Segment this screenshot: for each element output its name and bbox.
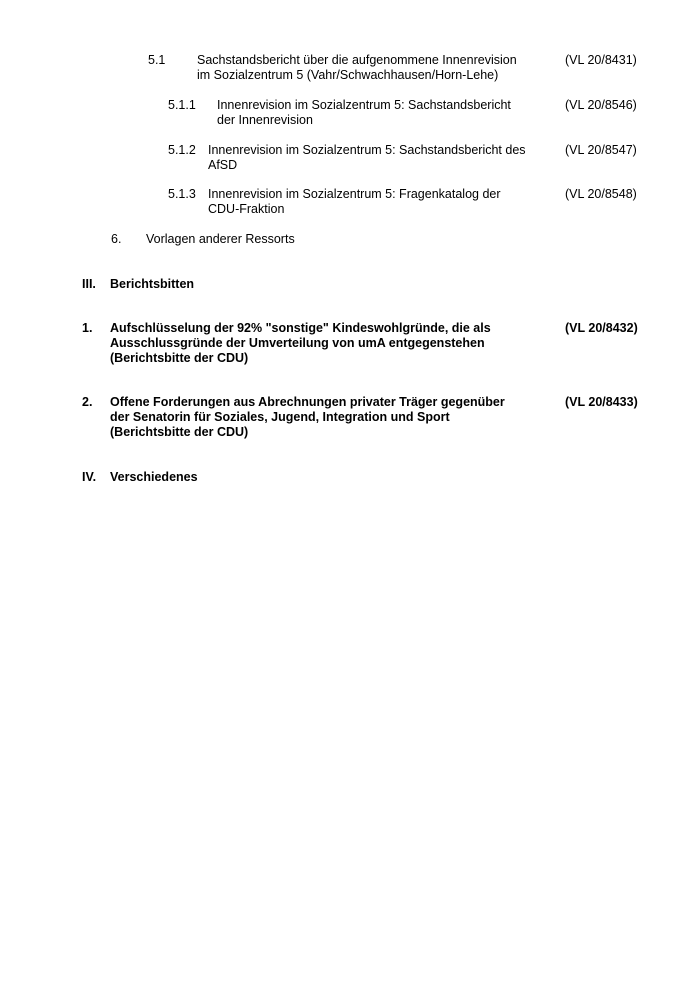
section-number: IV. [82,470,97,484]
item-title-line2: AfSD [208,158,238,172]
section-title: Berichtsbitten [110,277,195,291]
item-reference: (VL 20/8547) [565,143,637,157]
item-number: 6. [111,232,122,246]
agenda-item-5-1-1 [0,98,700,130]
item-title-line1: Offene Forderungen aus Abrechnungen privater Träger gegenüber [110,395,505,409]
item-title-line2: CDU-Fraktion [208,202,285,216]
section-heading-iv [0,470,700,486]
agenda-item-5-1-3 [0,187,700,219]
item-number: 2. [82,395,93,409]
agenda-item-5-1-2 [0,143,700,175]
item-number: 5.1.2 [168,143,196,157]
berichtsbitte-item-1 [0,321,700,368]
item-reference: (VL 20/8431) [565,53,637,67]
berichtsbitte-item-2 [0,395,700,442]
item-title-line1: Innenrevision im Sozialzentrum 5: Sachstandsbericht [217,98,511,112]
item-title-line2: der Senatorin für Soziales, Jugend, Integration und Sport [110,410,450,424]
agenda-item-5-1 [0,53,700,85]
item-title-line1: Sachstandsbericht über die aufgenommene Innenrevision [197,53,517,67]
section-heading-iii [0,277,700,293]
item-title-line2: Ausschlussgründe der Umverteilung von umA entgegenstehen [110,336,485,350]
item-reference: (VL 20/8548) [565,187,637,201]
item-title-line1: Innenrevision im Sozialzentrum 5: Fragenkatalog der [208,187,501,201]
item-title-line2: der Innenrevision [217,113,313,127]
item-title-line2: im Sozialzentrum 5 (Vahr/Schwachhausen/Horn-Lehe) [197,68,499,82]
item-title-line3: (Berichtsbitte der CDU) [110,425,249,439]
item-reference: (VL 20/8546) [565,98,637,112]
item-title-line1: Innenrevision im Sozialzentrum 5: Sachstandsbericht des [208,143,526,157]
item-title-line1: Aufschlüsselung der 92% "sonstige" Kindeswohlgründe, die als [110,321,491,335]
item-number: 5.1.1 [168,98,196,112]
item-reference: (VL 20/8432) [565,321,638,335]
item-number: 5.1 [148,53,166,67]
item-title-line3: (Berichtsbitte der CDU) [110,351,249,365]
item-title: Vorlagen anderer Ressorts [146,232,295,246]
item-number: 5.1.3 [168,187,196,201]
section-title: Verschiedenes [110,470,198,484]
section-number: III. [82,277,96,291]
item-reference: (VL 20/8433) [565,395,638,409]
agenda-item-6 [0,232,700,248]
item-number: 1. [82,321,93,335]
